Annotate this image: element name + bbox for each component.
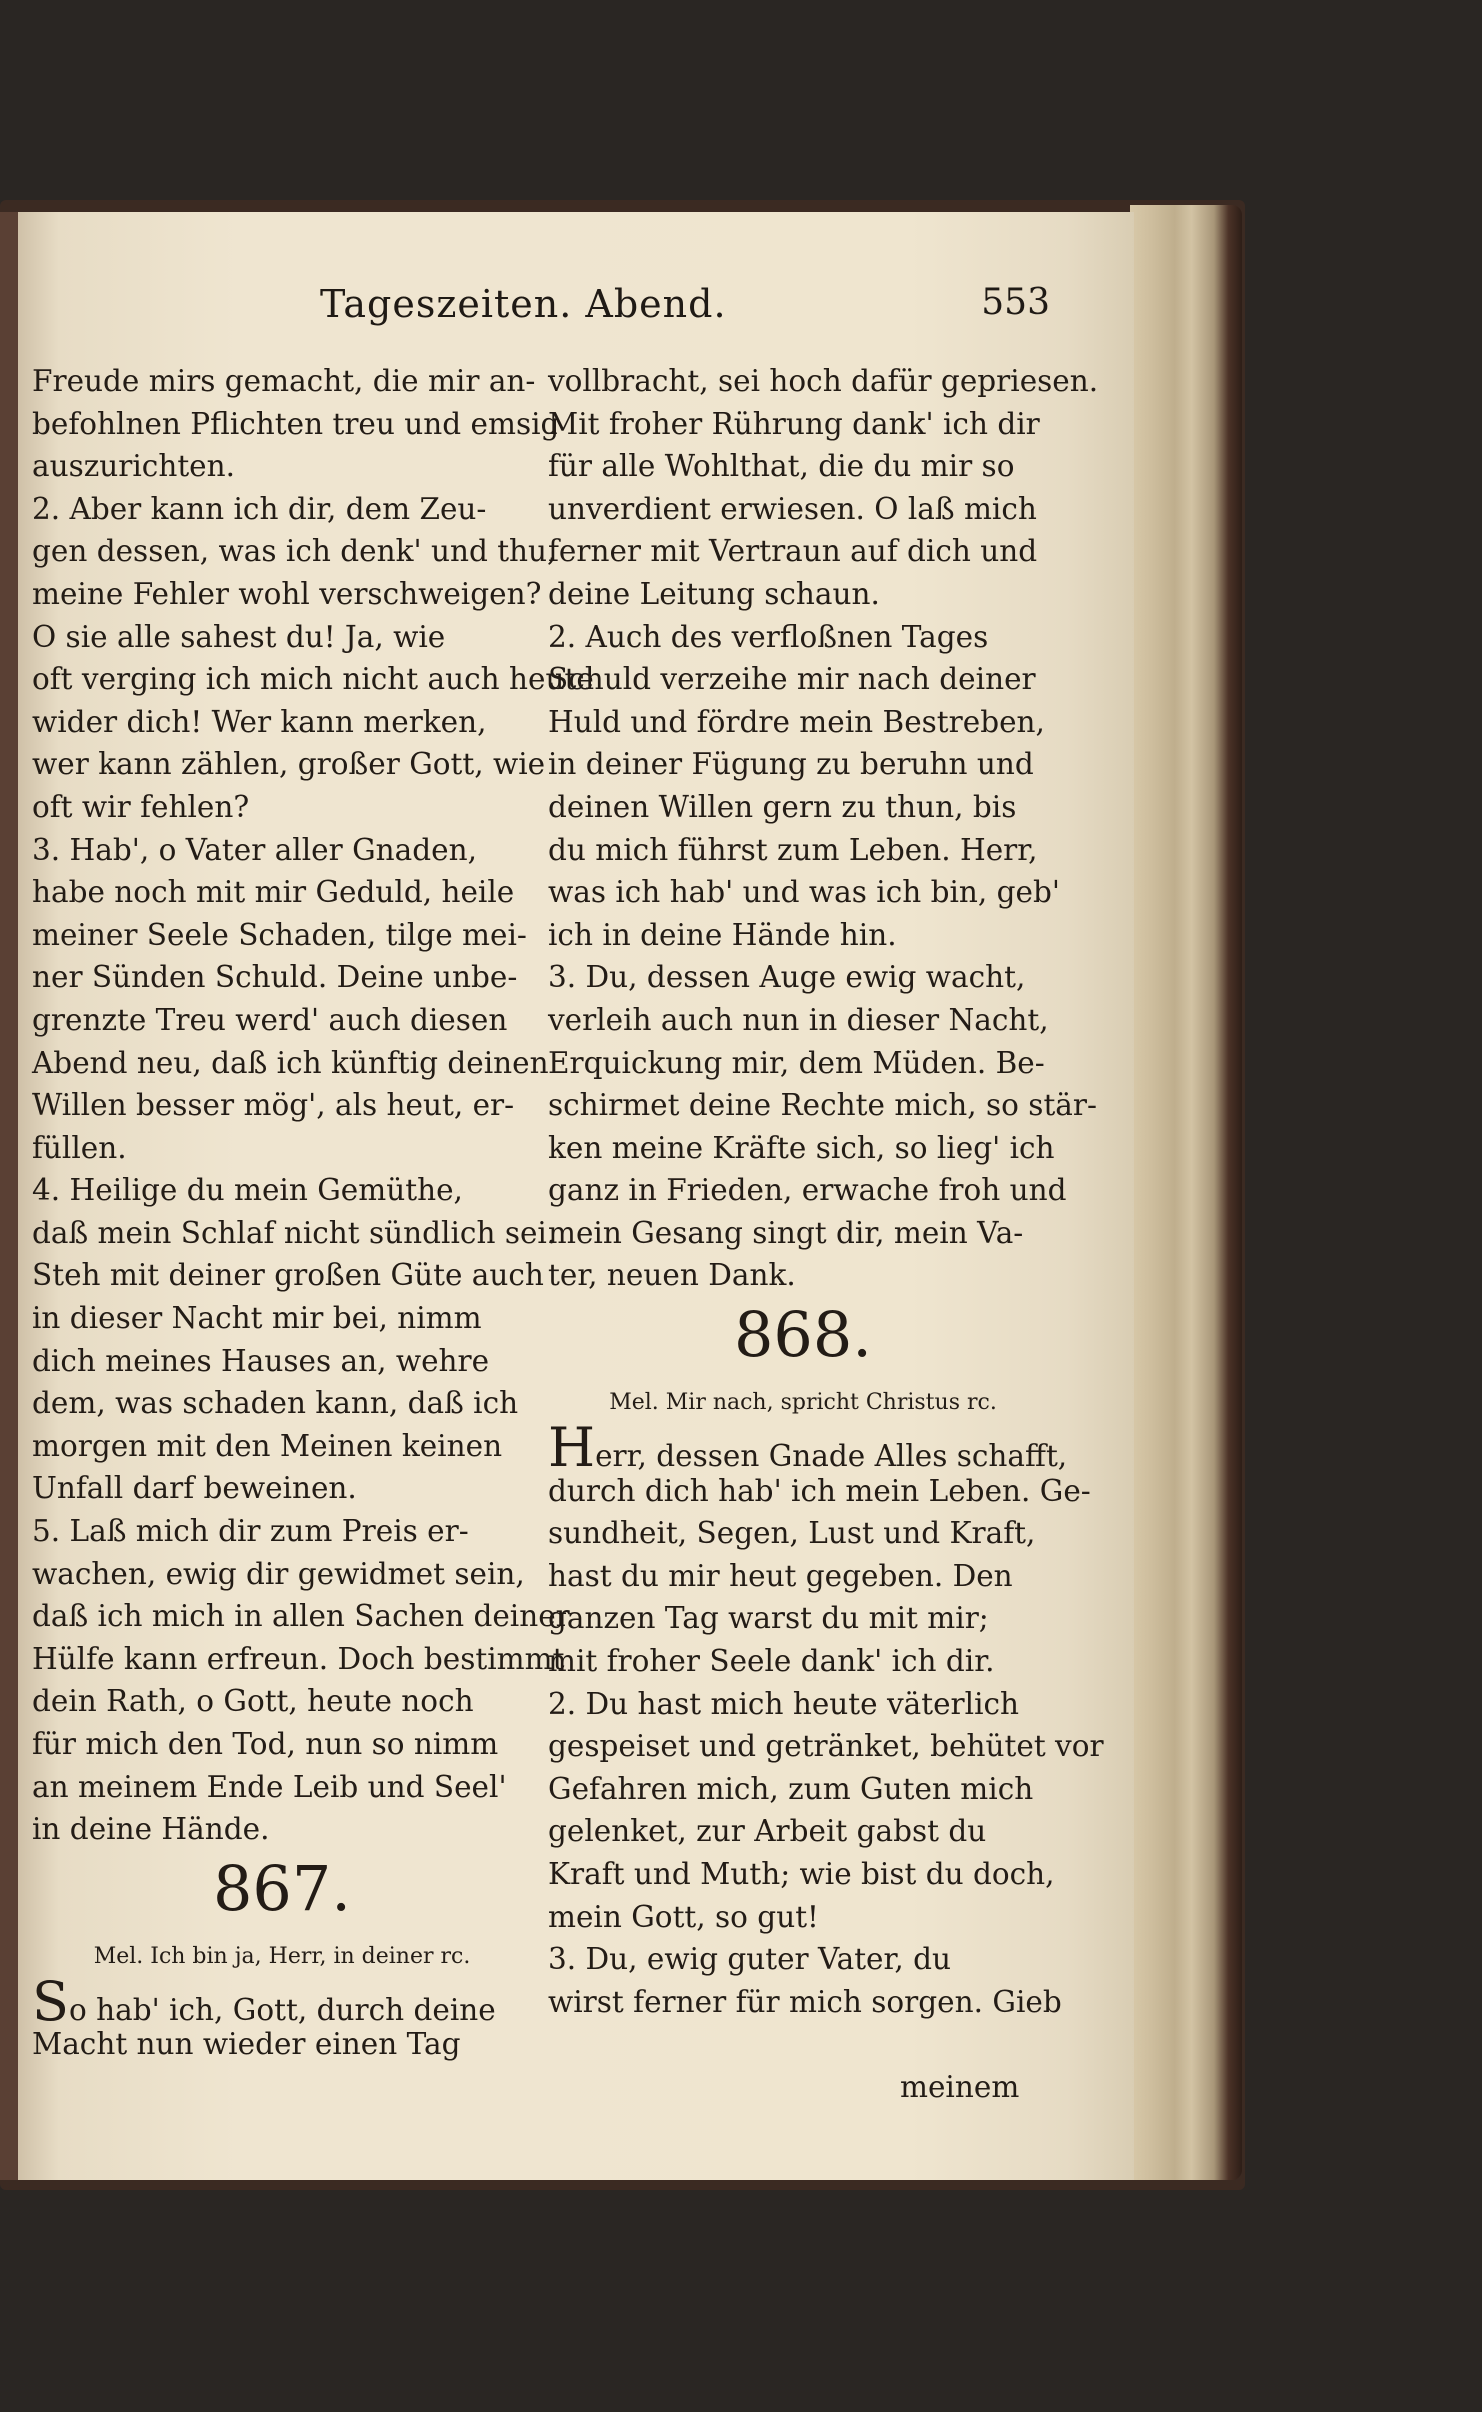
text-line: befohlnen Pflichten treu und emsig [32,406,560,441]
text-line: dem, was schaden kann, daß ich [32,1386,519,1421]
first-line-text: o hab' ich, Gott, durch deine [69,1992,496,2027]
text-line: durch dich hab' ich mein Leben. Ge- [548,1473,1091,1508]
text-line: auszurichten. [32,449,236,484]
text-line: Abend neu, daß ich künftig deinen [32,1045,549,1080]
text-line: grenzte Treu werd' auch diesen [32,1002,508,1037]
text-line: Erquickung mir, dem Müden. Be- [548,1045,1045,1080]
text-line: ter, neuen Dank. [548,1258,796,1293]
text-line: wer kann zählen, großer Gott, wie [32,747,546,782]
text-line: meine Fehler wohl verschweigen? [32,576,542,611]
text-line: deine Leitung schaun. [548,576,880,611]
text-line: sundheit, Segen, Lust und Kraft, [548,1516,1036,1551]
text-line: 4. Heilige du mein Gemüthe, [32,1173,463,1208]
text-line: Huld und fördre mein Bestreben, [548,704,1045,739]
text-line: für alle Wohlthat, die du mir so [548,449,1015,484]
text-line: in dieser Nacht mir bei, nimm [32,1301,482,1336]
drop-cap: S [32,1969,69,2033]
first-line-text: err, dessen Gnade Alles schafft, [595,1439,1068,1474]
text-line: 5. Laß mich dir zum Preis er- [32,1514,469,1549]
drop-cap: H [548,1416,596,1480]
text-line: verleih auch nun in dieser Nacht, [548,1002,1049,1037]
hymn-first-line [32,1969,532,2033]
text-line: ganzen Tag warst du mit mir; [548,1601,989,1636]
text-line: oft verging ich mich nicht auch heute [32,662,594,697]
text-line: Macht nun wieder einen Tag [32,2027,461,2062]
text-line: dich meines Hauses an, wehre [32,1343,490,1378]
text-line: Freude mirs gemacht, die mir an- [32,364,536,398]
text-line: Kraft und Muth; wie bist du doch, [548,1857,1055,1891]
text-line: oft wir fehlen? [32,789,250,824]
text-line: ganz in Frieden, erwache froh und [548,1173,1067,1208]
text-line: gen dessen, was ich denk' und thu, [32,534,557,569]
text-line: füllen. [32,1130,127,1165]
running-head: Tageszeiten. Abend. [320,282,727,326]
text-line: Hülfe kann erfreun. Doch bestimmt [32,1641,565,1676]
text-line: ken meine Kräfte sich, so lieg' ich [548,1130,1055,1165]
left-column [32,360,594,2066]
text-line: mein Gesang singt dir, mein Va- [548,1215,1024,1250]
text-line: für mich den Tod, nun so nimm [32,1727,499,1761]
text-line: 3. Du, ewig guter Vater, du [548,1942,952,1977]
text-line: vollbracht, sei hoch dafür gepriesen. [548,364,1099,398]
text-line: mit froher Seele dank' ich dir. [548,1644,995,1679]
page-number: 553 [981,282,1050,323]
text-line: wachen, ewig dir gewidmet sein, [32,1556,525,1591]
hymn-first-line [548,1416,1068,1480]
text-line: in deiner Fügung zu beruhn und [548,747,1034,782]
text-line: gelenket, zur Arbeit gabst du [548,1814,987,1849]
text-line: 3. Du, dessen Auge ewig wacht, [548,960,1026,995]
text-line: 3. Hab', o Vater aller Gnaden, [32,832,477,867]
text-line: schirmet deine Rechte mich, so stär- [548,1088,1097,1123]
text-line: O sie alle sahest du! Ja, wie [32,619,446,654]
text-line: gespeiset und getränket, behütet vor [548,1729,1104,1764]
hymn-number-868: 868. [733,1298,873,1372]
text-line: 2. Aber kann ich dir, dem Zeu- [32,491,487,526]
text-line: du mich führst zum Leben. Herr, [548,832,1038,867]
melody-reference: Mel. Ich bin ja, Herr, in deiner rc. [93,1943,471,1969]
book-spine [0,212,18,2180]
text-line: Willen besser mög', als heut, er- [32,1088,515,1123]
text-line: in deine Hände. [32,1812,270,1847]
text-line: 2. Auch des verfloßnen Tages [548,619,989,654]
text-line: wirst ferner für mich sorgen. Gieb [548,1984,1062,2019]
page-edges [1130,205,1242,2180]
text-line: ferner mit Vertraun auf dich und [548,534,1038,569]
text-line: was ich hab' und was ich bin, geb' [548,875,1061,910]
text-line: Schuld verzeihe mir nach deiner [548,662,1036,697]
text-line: dein Rath, o Gott, heute noch [32,1684,474,1719]
text-line: wider dich! Wer kann merken, [32,704,487,739]
text-line: daß ich mich in allen Sachen deiner [32,1599,570,1634]
text-line: ner Sünden Schuld. Deine unbe- [32,960,518,995]
text-line: 2. Du hast mich heute väterlich [548,1686,1020,1721]
page-header [320,282,1050,342]
text-line: Steh mit deiner großen Güte auch [32,1258,544,1293]
text-line: deinen Willen gern zu thun, bis [548,789,1017,824]
text-line: Gefahren mich, zum Guten mich [548,1771,1034,1806]
text-line: an meinem Ende Leib und Seel' [32,1769,507,1804]
text-line: unverdient erwiesen. O laß mich [548,491,1037,526]
hymn-number-867: 867. [212,1851,352,1925]
text-line: morgen mit den Meinen keinen [32,1428,503,1463]
text-line: mein Gott, so gut! [548,1899,819,1934]
text-line: Unfall darf beweinen. [32,1471,357,1506]
text-line: daß mein Schlaf nicht sündlich sei. [32,1215,557,1250]
text-line: meiner Seele Schaden, tilge mei- [32,917,527,952]
text-line: habe noch mit mir Geduld, heile [32,875,515,910]
right-column [548,360,1104,2023]
text-line: Mit froher Rührung dank' ich dir [548,406,1040,441]
text-line: hast du mir heut gegeben. Den [548,1558,1013,1593]
catchword: meinem [900,2070,1020,2104]
text-line: ich in deine Hände hin. [548,917,897,952]
melody-reference: Mel. Mir nach, spricht Christus rc. [609,1390,997,1416]
